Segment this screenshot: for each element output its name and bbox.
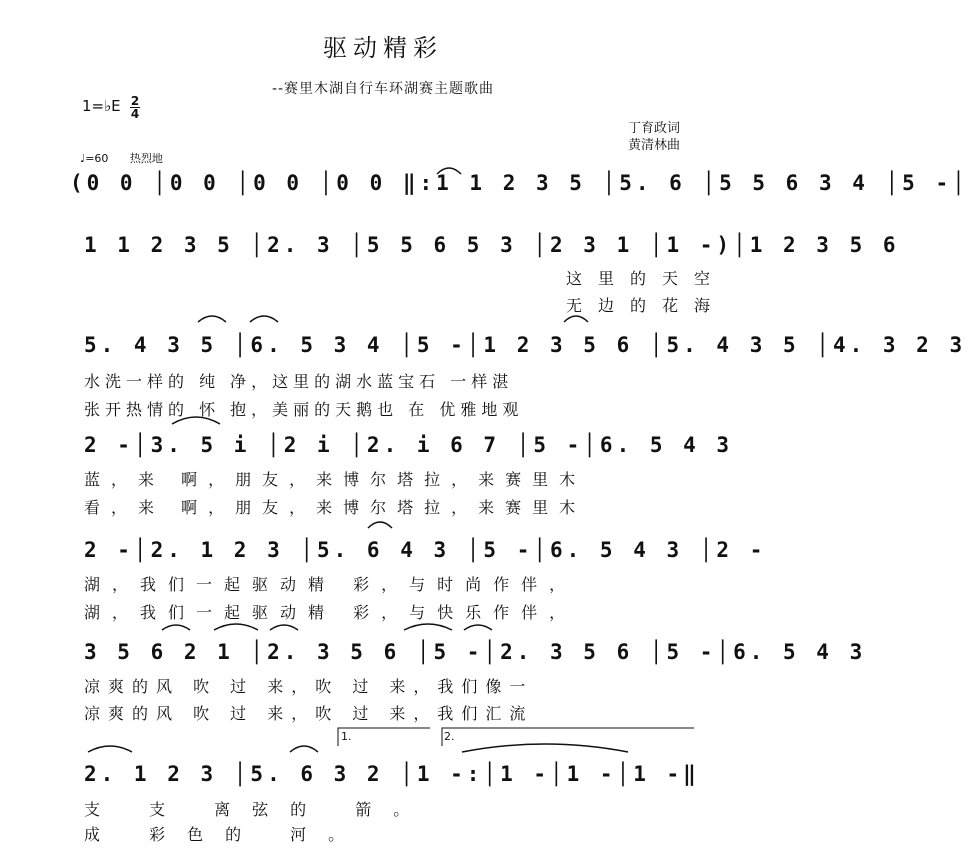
volta-1-label: 1.	[341, 730, 352, 743]
notation-row-7: 2. 1 2 3 │5. 6 3 2 │1 -:│1 -│1 -│1 -‖	[84, 762, 700, 786]
time-signature-top: 2	[130, 94, 140, 108]
tempo-value: ♩=60	[80, 152, 109, 165]
lyrics-row-2-verse-1: 这里的天空	[566, 269, 727, 288]
slur-10	[404, 624, 452, 630]
slur-13	[290, 746, 318, 752]
volta-2-label: 2.	[444, 730, 455, 743]
slur-3	[198, 316, 226, 322]
lyrics-row-2-verse-2: 无边的花海	[566, 296, 727, 315]
notation-row-6: 3 5 6 2 1 │2. 3 5 6 │5 -│2. 3 5 6 │5 -│6. 5 4 3	[84, 640, 867, 664]
slur-12	[88, 746, 132, 752]
tie-volta-2	[462, 744, 628, 752]
lyrics-row-7-verse-1: 支 支 离弦的 箭。	[84, 800, 432, 819]
lyrics-row-4-verse-2: 看，来 啊，朋友，来博尔塔拉，来赛里木	[84, 498, 587, 517]
lyrics-row-6-verse-1: 凉爽的风 吹 过 来，吹 过 来，我们像一	[84, 677, 534, 696]
lyrics-row-5-verse-2: 湖，我们一起驱动精 彩，与快乐作伴，	[84, 603, 578, 622]
slur-4	[250, 316, 278, 322]
lyrics-row-7-verse-2: 成 彩色的 河。	[84, 825, 367, 844]
lyrics-row-6-verse-2: 凉爽的风 吹 过 来，吹 过 来，我们汇流	[84, 704, 534, 723]
notation-row-2: 1 1 2 3 5 │2. 3 │5 5 6 5 3 │2 3 1 │1 -)│1 2 3 5 6	[84, 233, 900, 257]
slur-9	[270, 625, 298, 630]
song-title: 驱动精彩	[323, 34, 443, 62]
slur-1	[437, 168, 461, 174]
notation-row-1: (0 0 │0 0 │0 0 │0 0 ‖:1 1 2 3 5 │5. 6 │5 5 6 3 4 │5 -│	[70, 171, 969, 195]
expression-marking: 热烈地	[129, 152, 163, 165]
lyrics-row-4-verse-1: 蓝，来 啊，朋友，来博尔塔拉，来赛里木	[84, 470, 587, 489]
lyrics-row-5-verse-1: 湖，我们一起驱动精 彩，与时尚作伴，	[84, 575, 578, 594]
slur-6	[368, 522, 392, 528]
notation-row-4: 2 -│3. 5 i │2 i │2. i 6 7 │5 -│6. 5 4 3	[84, 433, 734, 457]
slur-2	[564, 316, 588, 322]
lyrics-row-3-verse-1: 水洗一样的 纯 净，这里的湖水蓝宝石 一样湛	[84, 372, 514, 391]
slur-8	[214, 624, 258, 630]
lyrics-row-3-verse-2: 张开热情的 怀 抱，美丽的天鹅也 在 优雅地观	[84, 400, 524, 419]
time-signature-bottom: 4	[130, 107, 140, 121]
song-subtitle: --赛里木湖自行车环湖赛主题歌曲	[271, 81, 495, 97]
key-signature: 1=♭E	[82, 97, 121, 115]
volta-2-bracket	[442, 728, 694, 746]
slur-11	[464, 625, 492, 630]
slur-5	[172, 417, 220, 424]
volta-1-bracket	[338, 728, 430, 746]
notation-row-5: 2 -│2. 1 2 3 │5. 6 4 3 │5 -│6. 5 4 3 │2 -	[84, 538, 767, 562]
lyricist-credit: 丁育政词	[628, 121, 681, 136]
slur-7	[162, 625, 190, 630]
notation-row-3: 5. 4 3 5 │6. 5 3 4 │5 -│1 2 3 5 6 │5. 4 3 5 │4. 3 2 3	[84, 333, 967, 357]
composer-credit: 黄清林曲	[628, 138, 681, 153]
